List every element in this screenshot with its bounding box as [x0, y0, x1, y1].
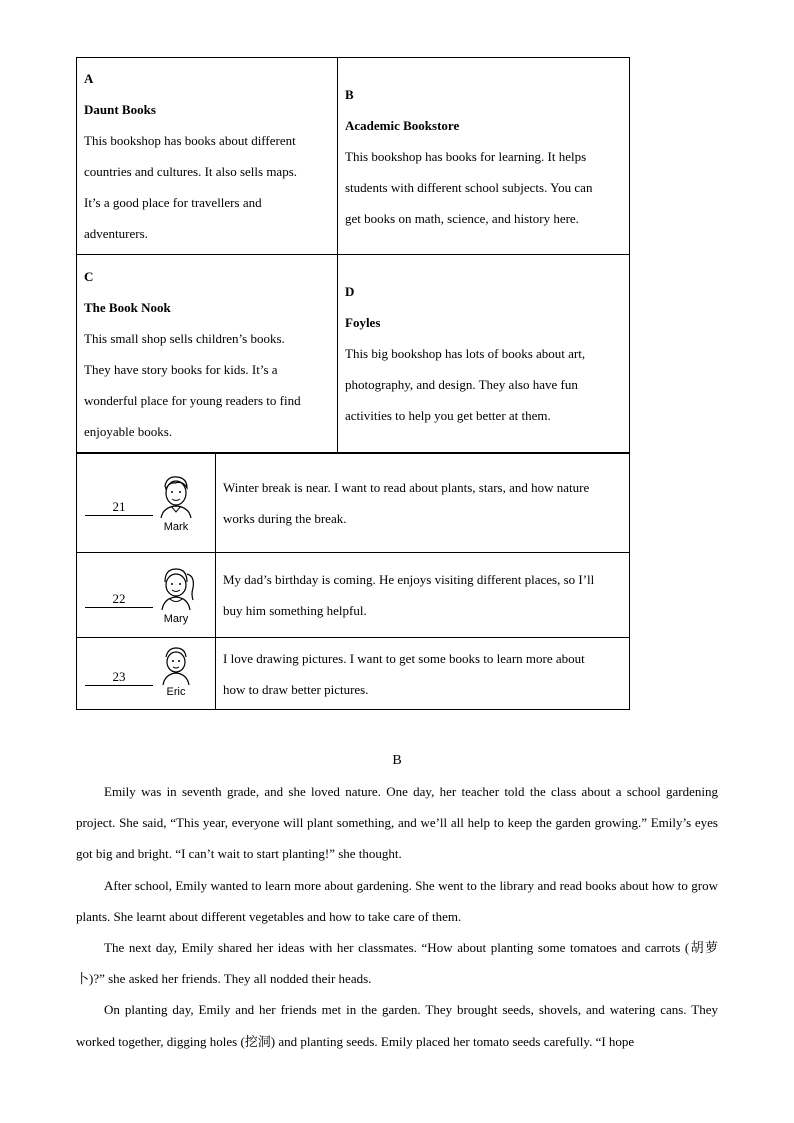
boy-avatar-icon — [153, 643, 199, 705]
bookshop-desc-line: This bookshop has books for learning. It helps — [345, 148, 587, 164]
bookshop-cell-b — [338, 58, 630, 255]
question-row — [77, 553, 630, 638]
bookshop-desc-line: get books on math, science, and history here. — [345, 210, 579, 226]
reading-passage — [76, 748, 718, 1057]
passage-paragraph: Emily was in seventh grade, and she loved nature. One day, her teacher told the class about a school gardening project. She said, “This year, everyone will plant something, and we’ll all help to keep the garden growing.” Emily’s eyes got big and bright. “I can’t wait to start planting!” she thought. — [76, 784, 718, 862]
bookshop-name: Academic Bookstore — [345, 117, 460, 133]
bookshop-desc-line: countries and cultures. It also sells maps. — [84, 164, 298, 179]
bookshop-desc-line: photography, and design. They also have fun — [345, 377, 578, 392]
bookshop-desc-line: It’s a good place for travellers and — [84, 195, 262, 210]
answer-cell — [77, 553, 216, 638]
answer-blank[interactable]: 21 — [85, 499, 153, 516]
question-text-cell — [216, 454, 630, 553]
bookshop-cell-d — [338, 255, 630, 453]
question-line: I love drawing pictures. I want to get some books to learn more about — [223, 650, 585, 666]
answer-cell — [77, 454, 216, 553]
question-text-cell — [216, 638, 630, 710]
avatar-name: Mark — [163, 521, 189, 533]
answer-blank[interactable]: 22 — [85, 591, 153, 608]
section-title: B — [392, 753, 402, 768]
boy-avatar-icon — [153, 472, 199, 534]
bookshop-desc-line: wonderful place for young readers to find — [84, 392, 301, 408]
question-line: buy him something helpful. — [223, 603, 367, 618]
avatar-name: Eric — [166, 685, 186, 698]
bookshop-letter: A — [84, 71, 94, 86]
question-line: My dad’s birthday is coming. He enjoys visiting different places, so I’ll — [223, 572, 595, 587]
bookshop-desc-line: enjoyable books. — [84, 423, 173, 439]
question-row — [77, 454, 630, 553]
bookshop-desc-line: This big bookshop has lots of books about art, — [345, 346, 586, 361]
question-line: works during the break. — [223, 511, 347, 526]
bookshop-letter: C — [84, 268, 94, 284]
bookshop-desc-line: This small shop sells children’s books. — [84, 330, 285, 346]
bookshop-cell-c — [77, 255, 338, 453]
bookshop-table — [76, 57, 630, 453]
bookshop-letter: D — [345, 284, 355, 299]
question-text-cell — [216, 553, 630, 638]
passage-paragraph: The next day, Emily shared her ideas with her classmates. “How about planting some tomatoes and carrots (胡萝卜)?” she asked her friends. They all nodded their heads. — [76, 940, 718, 987]
bookshop-name: Daunt Books — [84, 102, 156, 117]
avatar-name: Mary — [163, 613, 189, 625]
bookshop-name: Foyles — [345, 315, 381, 330]
bookshop-desc-line: activities to help you get better at them. — [345, 408, 551, 423]
question-row — [77, 638, 630, 710]
girl-avatar-icon — [153, 564, 199, 626]
bookshop-cell-a — [77, 58, 338, 255]
bookshop-desc-line: adventurers. — [84, 226, 148, 241]
passage-paragraph: After school, Emily wanted to learn more about gardening. She went to the library and read books about how to grow plants. She learnt about different vegetables and how to take care of them. — [76, 877, 718, 924]
matching-table — [76, 453, 630, 710]
passage-paragraph: On planting day, Emily and her friends met in the garden. They brought seeds, shovels, and watering cans. They worked together, digging holes (挖洞) and planting seeds. Emily placed her tomato seeds carefully. “I hope — [76, 1002, 718, 1049]
answer-cell — [77, 638, 216, 710]
bookshop-desc-line: They have story books for kids. It’s a — [84, 361, 278, 377]
bookshop-desc-line: students with different school subjects. You can — [345, 179, 593, 195]
bookshop-desc-line: This bookshop has books about different — [84, 133, 296, 148]
question-line: Winter break is near. I want to read about plants, stars, and how nature — [223, 480, 590, 495]
bookshop-name: The Book Nook — [84, 299, 171, 315]
question-line: how to draw better pictures. — [223, 681, 369, 697]
bookshop-letter: B — [345, 86, 354, 102]
answer-blank[interactable]: 23 — [85, 669, 153, 686]
